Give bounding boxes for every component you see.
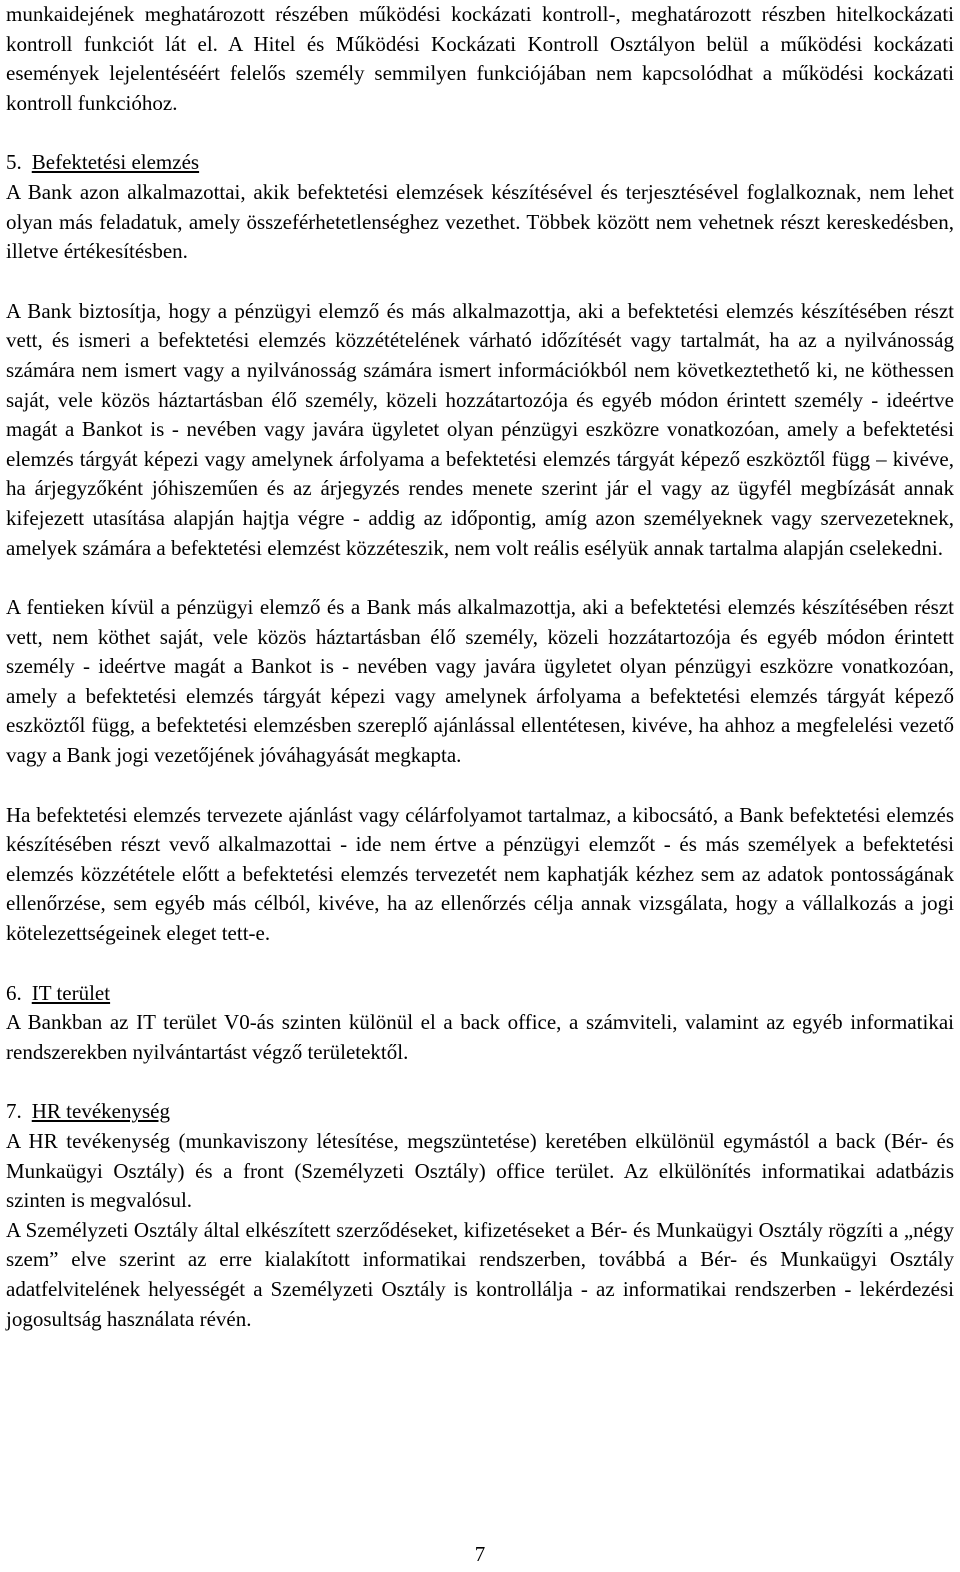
intro-paragraph: munkaidejének meghatározott részében működési kockázati kontroll-, meghatározott részben hitelkockázati kontroll funkciót lát el. A Hitel és Működési Kockázati Kontroll Osztályon belül a működési kockázati események lejelentéséért felelős személy semmilyen funkciójában nem kapcsolódhat a működési kockázati kontroll funkcióhoz. <box>6 2 954 115</box>
section-5-heading <box>6 148 954 178</box>
page-number: 7 <box>474 1542 486 1566</box>
section-7-number: 7. <box>6 1099 22 1124</box>
spacer <box>6 118 954 148</box>
section-6-heading <box>6 979 954 1009</box>
section-5-paragraph: Ha befektetési elemzés tervezete ajánlást vagy célárfolyamot tartalmaz, a kibocsátó, a Bank befektetési elemzés készítésében részt vevő alkalmazottai - ide nem értve a pénzügyi elemzőt - és más személyek a befektetési elemzés közzététele előtt a befektetési elemzés tervezetét nem kaphatják kézhez sem az adatok pontosságának ellenőrzése, sem egyéb más célból, kivéve, ha az ellenőrzés célja annak vizsgálata, hogy a vállalkozás a jogi kötelezettségeinek eleget tett-e. <box>6 802 954 946</box>
section-6-number: 6. <box>6 980 22 1005</box>
spacer <box>6 563 954 593</box>
section-5-paragraph: A fentieken kívül a pénzügyi elemző és a Bank más alkalmazottja, aki a befektetési elemzés készítésében részt vett, nem köthet saját, vele közös háztartásban élő személy, közeli hozzátartozója és egyéb módon érintett személy - ideértve magát a Bankot is - nevében vagy javára ügyletet olyan pénzügyi eszközre vonatkozóan, amely a befektetési elemzés tárgyát képezi vagy amelynek árfolyama a befektetési elemzés tárgyát képező eszköztől függ, a befektetési elemzésben szereplő ajánlással ellentétesen, kivéve, ha ahhoz a megfelelési vezető vagy a Bank jogi vezetőjének jóváhagyását megkapta. <box>6 595 954 768</box>
section-5-paragraph: A Bank azon alkalmazottai, akik befektetési elemzések készítésével és terjesztésével foglalkoznak, nem lehet olyan más feladatuk, amely összeférhetetlenséghez vezethet. Többek között nem vehetnek részt kereskedésben, illetve értékesítésben. <box>6 179 954 264</box>
section-6-paragraph: A Bankban az IT terület V0-ás szinten különül el a back office, a számviteli, valamint az egyéb informatikai rendszerekben nyilvántartást végző területektől. <box>6 1010 954 1064</box>
section-7-heading <box>6 1097 954 1127</box>
spacer <box>6 771 954 801</box>
spacer <box>6 267 954 297</box>
section-5-paragraph: A Bank biztosítja, hogy a pénzügyi elemző és más alkalmazottja, aki a befektetési elemzés készítésében részt vett, és ismeri a befektetési elemzés közzétételének várható időzítését vagy tartalmát, ha az a nyilvánosság számára nem ismert vagy a nyilvánosság számára ismert információkból nem következtethető ki, ne köthessen saját, vele közös háztartásban élő személy, közeli hozzátartozója és egyéb módon érintett személy - ideértve magát a Bankot is - nevében vagy javára ügyletet olyan pénzügyi eszközre vonatkozóan, amely a befektetési elemzés tárgyát képezi vagy amelynek árfolyama a befektetési elemzés tárgyát képező eszköztől függ – kivéve, ha árjegyzőként jóhiszeműen és az árjegyzés rendes menete szerint jár el vagy az ügyfél megbízását annak kifejezett utasítása alapján hajtja végre - addig az időpontig, amíg azon személyeknek vagy szervezeteknek, amelyek számára a befektetési elemzést közzéteszik, nem volt reális esélyük annak tartalma alapján cselekedni. <box>6 298 954 560</box>
section-5-number: 5. <box>6 150 22 175</box>
section-5-title: Befektetési elemzés <box>31 150 200 175</box>
spacer <box>6 949 954 979</box>
document-page <box>6 0 954 1334</box>
section-7-title: HR tevékenység <box>31 1099 170 1124</box>
section-7-paragraph: A HR tevékenység (munkaviszony létesítése, megszüntetése) keretében elkülönül egymástól a back (Bér- és Munkaügyi Osztály) és a front (Személyzeti Osztály) office terület. Az elkülönítés informatikai adatbázis szinten is megvalósul. <box>6 1129 954 1213</box>
spacer <box>6 1067 954 1097</box>
section-7-paragraph: A Személyzeti Osztály által elkészített szerződéseket, kifizetéseket a Bér- és Munkaügyi Osztály rögzíti a „négy szem” elve szerint az erre kialakított informatikai rendszerben, továbbá a Bér- és Munkaügyi Osztály adatfelvitelének helyességét a Személyzeti Osztály is kontrollálja - az informatikai rendszerben - lekérdezési jogosultság használata révén. <box>6 1217 954 1331</box>
section-6-title: IT terület <box>31 980 111 1005</box>
